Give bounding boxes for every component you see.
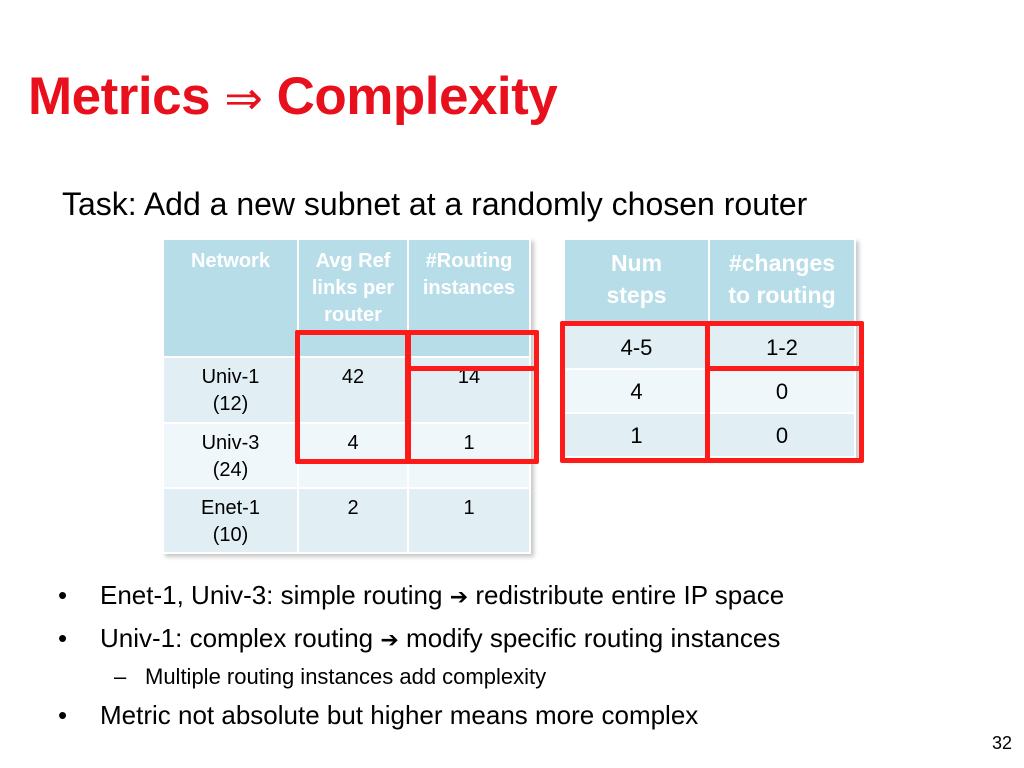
right-arrow-icon: ➔ (380, 628, 399, 653)
header-avg-ref-links-label: Avg Ref links per router (311, 250, 395, 326)
bullet-text-continued: modify specific routing instances (406, 623, 781, 653)
row-enet1-routing: 1 (408, 488, 530, 553)
row-univ3-network-label: Univ-3 (24) (201, 432, 260, 481)
right-arrow-icon: ➔ (449, 585, 469, 610)
list-item (58, 621, 978, 658)
row-enet1-network (163, 488, 298, 553)
bullet-text: Enet-1, Univ-3: simple routing (100, 580, 443, 610)
row-univ1-network-label: Univ-1 (12) (201, 366, 260, 415)
task-statement: Task: Add a new subnet at a randomly chosen router (62, 186, 808, 222)
header-num-steps (564, 239, 709, 325)
header-num-steps-label: Num steps (606, 250, 667, 308)
list-item (58, 662, 978, 692)
row-univ1-routing: 14 (408, 357, 530, 423)
highlight-box (708, 366, 864, 376)
header-network: Network (163, 239, 298, 357)
row2-changes: 0 (709, 369, 855, 413)
bullet-text: Metric not absolute but higher means more complex (100, 700, 699, 730)
row-univ1-avg-ref: 42 (298, 357, 408, 423)
bullet-marker: • (58, 700, 68, 730)
highlight-box (295, 330, 411, 464)
table-row (163, 488, 530, 553)
row-enet1-network-label: Enet-1 (10) (201, 497, 260, 546)
row3-changes: 0 (709, 413, 855, 457)
header-routing-instances-label: #Routing instances (422, 250, 516, 299)
bullet-list (58, 578, 978, 738)
row1-num-steps: 4-5 (564, 325, 709, 369)
row-univ3-routing: 1 (408, 423, 530, 488)
row1-changes: 1-2 (709, 325, 855, 369)
list-item (58, 698, 978, 732)
title-complexity: Complexity (276, 67, 558, 126)
row3-num-steps: 1 (564, 413, 709, 457)
slide-title (28, 66, 557, 127)
bullet-marker: – (114, 664, 127, 689)
page-number: 32 (991, 733, 1012, 753)
bullet-text-continued: redistribute entire IP space (475, 580, 785, 610)
highlight-box (560, 321, 710, 463)
highlight-box (408, 366, 539, 378)
title-metrics: Metrics (28, 67, 211, 126)
list-item (58, 578, 978, 615)
bullet-text: Multiple routing instances add complexity (145, 664, 547, 689)
bullet-marker: • (58, 580, 68, 610)
bullet-text: Univ-1: complex routing (100, 623, 374, 653)
row-univ3-network (163, 423, 298, 488)
row-univ1-network (163, 357, 298, 423)
header-changes-to-routing-label: #changes to routing (728, 250, 836, 308)
row-univ3-avg-ref: 4 (298, 423, 408, 488)
bullet-marker: • (58, 623, 68, 653)
row2-num-steps: 4 (564, 369, 709, 413)
implies-arrow-icon: ⇒ (224, 71, 263, 125)
row-enet1-avg-ref: 2 (298, 488, 408, 553)
highlight-box (405, 330, 539, 464)
highlight-box (705, 321, 864, 463)
header-changes-to-routing (709, 239, 855, 325)
